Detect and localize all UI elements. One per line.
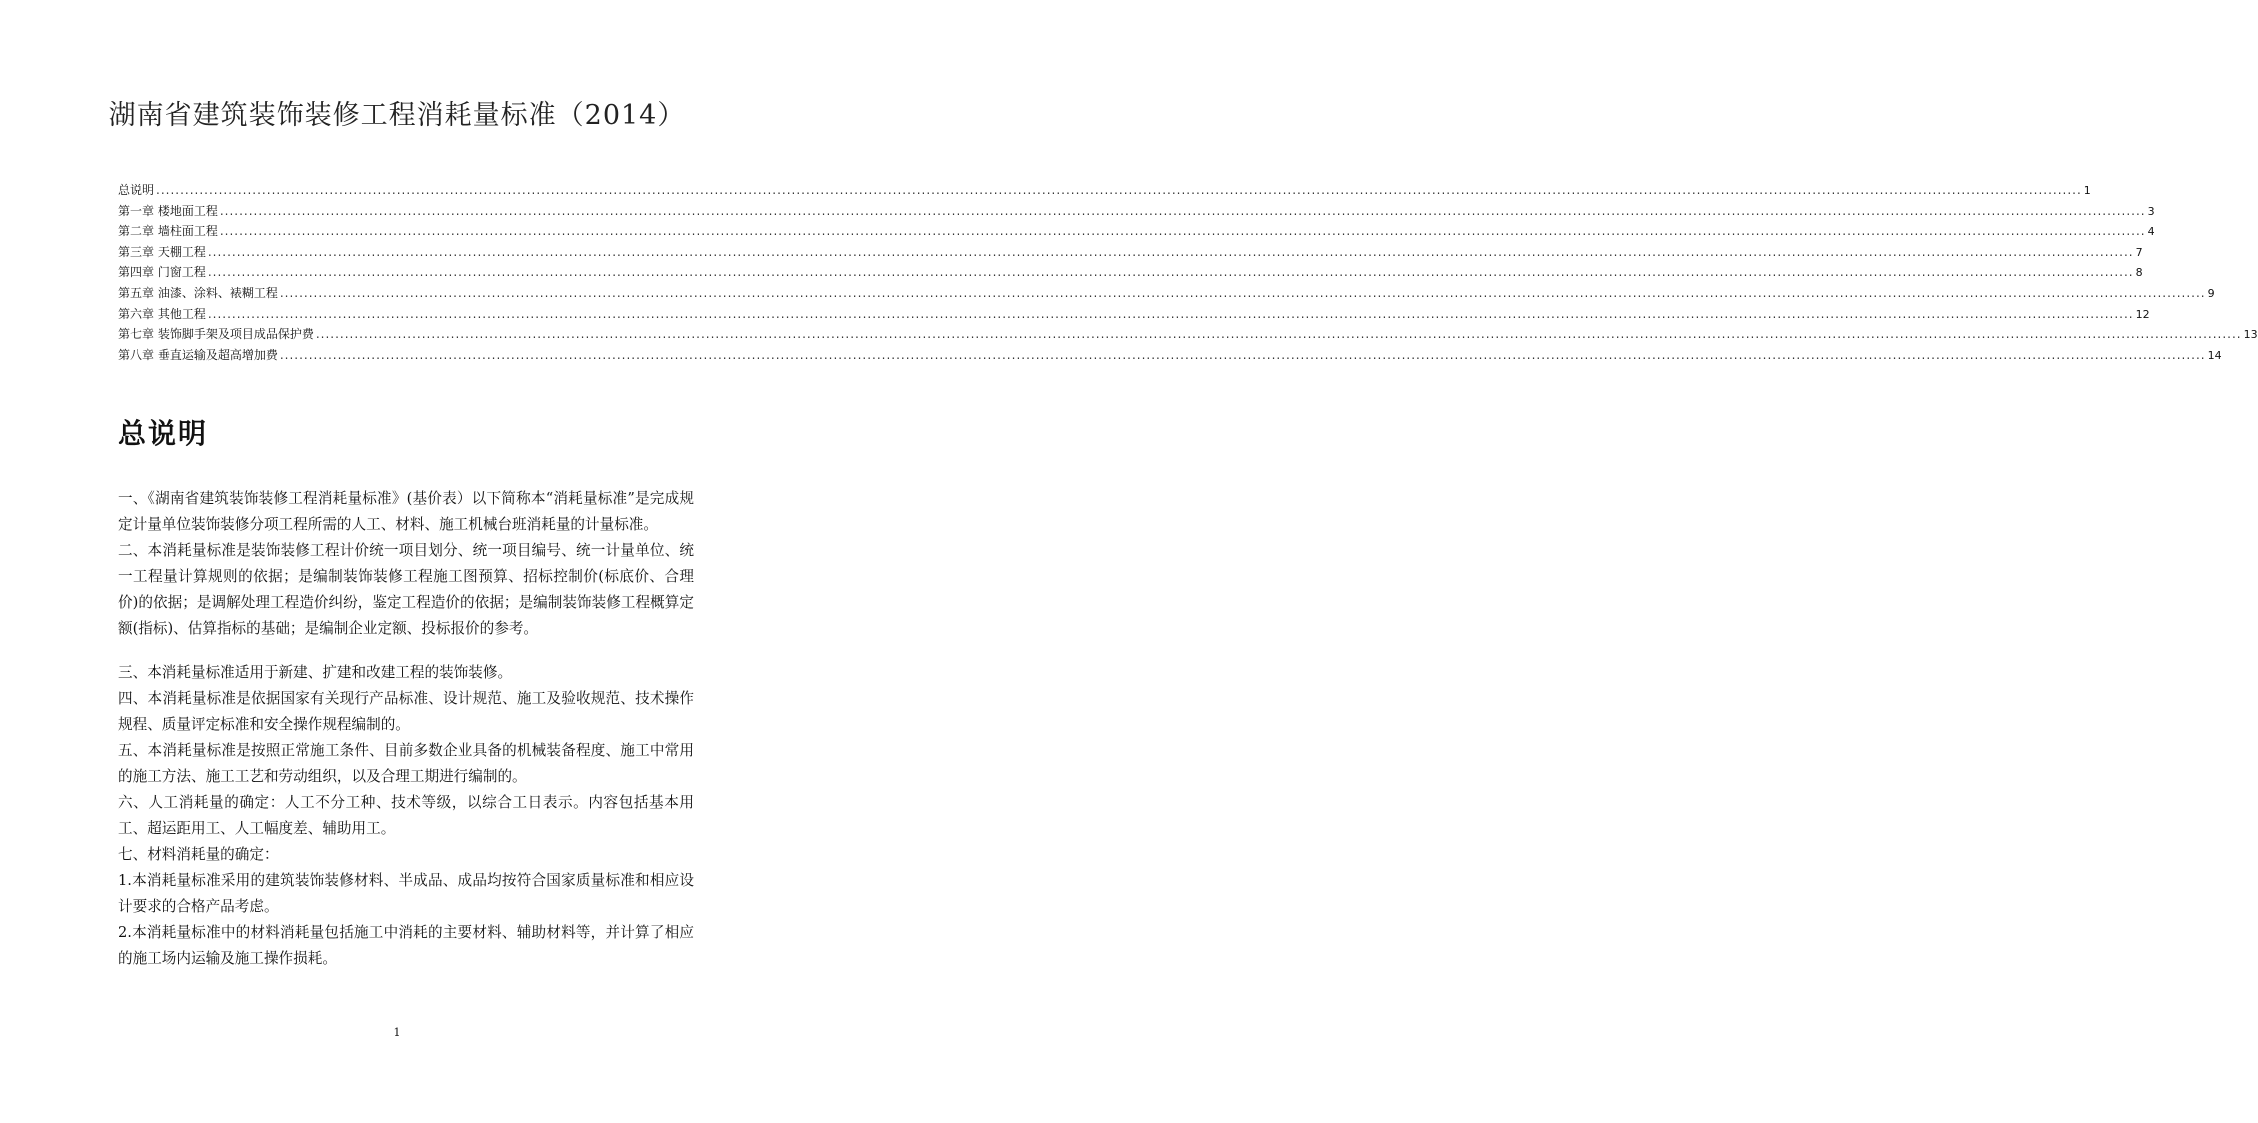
toc-entry[interactable] xyxy=(118,263,2143,284)
paragraph: 1.本消耗量标准采用的建筑装饰装修材料、半成品、成品均按符合国家质量标准和相应设计要求的合格产品考虑。 xyxy=(118,872,694,915)
toc-dot-leader: ................................................................................................................................................................................................................................................................................................................................................................................................................ xyxy=(315,327,2242,342)
toc-entry-page: 8 xyxy=(2135,266,2143,280)
toc-dot-leader: ................................................................................................................................................................................................................................................................................................................................................................................................................ xyxy=(207,306,2134,321)
toc-entry-label: 总说明 xyxy=(118,183,155,197)
toc-dot-leader: ................................................................................................................................................................................................................................................................................................................................................................................................................ xyxy=(207,265,2134,280)
toc-entry-label: 第三章 天棚工程 xyxy=(118,244,206,259)
paragraph: 六、人工消耗量的确定：人工不分工种、技术等级，以综合工日表示。内容包括基本用工、超运距用工、人工幅度差、辅助用工。 xyxy=(118,794,694,837)
toc-entry[interactable] xyxy=(118,222,2155,243)
toc-entry[interactable] xyxy=(118,325,2258,346)
section-body xyxy=(118,486,694,972)
toc-entry[interactable] xyxy=(118,346,2222,367)
toc-entry-page: 13 xyxy=(2243,328,2258,342)
paragraph: 二、本消耗量标准是装饰装修工程计价统一项目划分、统一项目编号、统一计量单位、统一工程量计算规则的依据；是编制装饰装修工程施工图预算、招标控制价(标底价、合理价)的依据；是调解处理工程造价纠纷，鉴定工程造价的依据；是编制装饰装修工程概算定额(指标)、估算指标的基础；是编制企业定额、投标报价的参考。 xyxy=(118,542,694,637)
toc-entry[interactable] xyxy=(118,243,2143,264)
toc-entry-label: 第二章 墙柱面工程 xyxy=(118,224,218,239)
paragraph: 一、《湖南省建筑装饰装修工程消耗量标准》(基价表）以下简称本“消耗量标准”是完成规定计量单位装饰装修分项工程所需的人工、材料、施工机械台班消耗量的计量标准。 xyxy=(118,490,694,533)
page-number: 1 xyxy=(393,1026,401,1039)
toc-entry-page: 4 xyxy=(2147,225,2155,239)
toc-entry-page: 14 xyxy=(2207,348,2222,362)
toc-entry-label: 第七章 装饰脚手架及项目成品保护费 xyxy=(118,327,314,342)
toc-entry-label: 第四章 门窗工程 xyxy=(118,265,206,280)
document-title: 湖南省建筑装饰装修工程消耗量标准（2014） xyxy=(108,100,686,131)
toc-dot-leader: ................................................................................................................................................................................................................................................................................................................................................................................................................ xyxy=(219,203,2146,218)
paragraph: 五、本消耗量标准是按照正常施工条件、目前多数企业具备的机械装备程度、施工中常用的施工方法、施工工艺和劳动组织，以及合理工期进行编制的。 xyxy=(118,742,694,785)
toc-entry[interactable] xyxy=(118,284,2215,305)
toc-dot-leader: ................................................................................................................................................................................................................................................................................................................................................................................................................ xyxy=(279,285,2206,300)
paragraph: 2.本消耗量标准中的材料消耗量包括施工中消耗的主要材料、辅助材料等，并计算了相应的施工场内运输及施工操作损耗。 xyxy=(118,924,694,967)
toc-entry-label: 第一章 楼地面工程 xyxy=(118,203,218,218)
toc-entry-label: 第八章 垂直运输及超高增加费 xyxy=(118,347,278,362)
toc-entry-page: 12 xyxy=(2135,307,2150,321)
toc-dot-leader: ................................................................................................................................................................................................................................................................................................................................................................................................................ xyxy=(219,224,2146,239)
toc-entry-page: 7 xyxy=(2135,245,2143,259)
paragraph: 七、材料消耗量的确定： xyxy=(118,846,279,863)
table-of-contents xyxy=(118,181,2258,366)
toc-entry[interactable] xyxy=(118,305,2150,326)
toc-entry-page: 9 xyxy=(2207,286,2215,300)
toc-dot-leader: ................................................................................................................................................................................................................................................................................................................................................................................................................ xyxy=(156,183,2082,197)
section-heading: 总说明 xyxy=(118,417,209,450)
toc-dot-leader: ................................................................................................................................................................................................................................................................................................................................................................................................................ xyxy=(279,347,2206,362)
toc-entry-label: 第六章 其他工程 xyxy=(118,306,206,321)
toc-entry[interactable] xyxy=(118,202,2155,223)
toc-entry-page: 3 xyxy=(2147,204,2155,218)
paragraph: 三、本消耗量标准适用于新建、扩建和改建工程的装饰装修。 xyxy=(118,664,513,681)
toc-entry[interactable] xyxy=(118,181,2091,202)
toc-entry-page: 1 xyxy=(2083,184,2091,197)
toc-entry-label: 第五章 油漆、涂料、裱糊工程 xyxy=(118,285,278,300)
paragraph: 四、本消耗量标准是依据国家有关现行产品标准、设计规范、施工及验收规范、技术操作规程、质量评定标准和安全操作规程编制的。 xyxy=(118,690,694,733)
toc-dot-leader: ................................................................................................................................................................................................................................................................................................................................................................................................................ xyxy=(207,244,2134,259)
